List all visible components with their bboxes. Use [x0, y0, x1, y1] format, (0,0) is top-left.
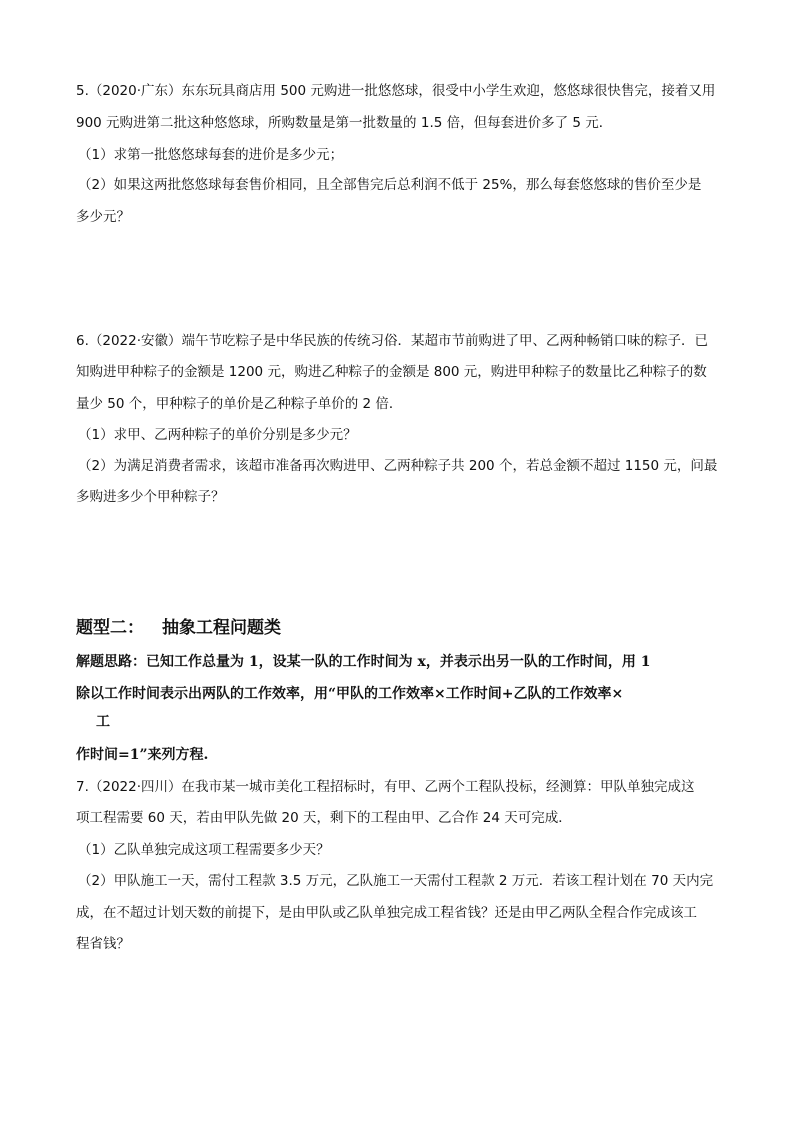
question-7-line-1: 7.（2022·四川）在我市某一城市美化工程招标时，有甲、乙两个工程队投标，经测算：甲队单独完成这 [76, 779, 695, 795]
question-5-part-2-line-1: （2）如果这两批悠悠球每套售价相同，且全部售完后总利润不低于 25%，那么每套悠悠球的售价至少是 [78, 177, 702, 193]
section-label: 题型二： [76, 618, 144, 638]
question-7-line-2: 项工程需要 60 天，若由甲队先做 20 天，剩下的工程由甲、乙合作 24 天可完成． [76, 810, 572, 826]
question-5-part-1: （1）求第一批悠悠球每套的进价是多少元； [78, 147, 344, 163]
question-5-line-2: 900 元购进第二批这种悠悠球，所购数量是第一批数量的 1.5 倍，但每套进价多了 5 元． [76, 115, 613, 131]
question-7-part-2-line-2: 成，在不超过计划天数的前提下，是由甲队或乙队单独完成工程省钱？还是由甲乙两队全程合作完成该工 [76, 905, 697, 921]
tip-line-2: 除以工作时间表示出两队的工作效率，用“甲队的工作效率×工作时间+乙队的工作效率× [76, 686, 624, 702]
question-7-part-2-line-1: （2）甲队施工一天，需付工程款 3.5 万元，乙队施工一天需付工程款 2 万元．若该工程计划在 70 天内完 [78, 873, 714, 889]
tip-line-1: 解题思路：已知工作总量为 1，设某一队的工作时间为 x，并表示出另一队的工作时间，用 1 [76, 654, 651, 670]
question-6-part-2-line-2: 多购进多少个甲种粽子？ [76, 489, 225, 505]
question-5-part-2-line-2: 多少元？ [76, 209, 130, 225]
section-heading [76, 616, 281, 640]
question-6-line-1: 6.（2022·安徽）端午节吃粽子是中华民族的传统习俗．某超市节前购进了甲、乙两种畅销口味的粽子．已 [76, 333, 709, 349]
question-6-line-3: 量少 50 个，甲种粽子的单价是乙种粽子单价的 2 倍． [76, 396, 403, 412]
question-7-part-2-line-3: 程省钱？ [76, 936, 130, 952]
question-6-part-2-line-1: （2）为满足消费者需求，该超市准备再次购进甲、乙两种粽子共 200 个，若总金额不超过 1150 元，问最 [78, 458, 718, 474]
tip-line-4: 作时间=1”来列方程. [76, 747, 209, 763]
question-6-part-1: （1）求甲、乙两种粽子的单价分别是多少元？ [78, 427, 357, 443]
section-title: 抽象工程问题类 [162, 618, 281, 638]
tip-line-3: 工 [96, 714, 110, 730]
question-6-line-2: 知购进甲种粽子的金额是 1200 元，购进乙种粽子的金额是 800 元，购进甲种粽子的数量比乙种粽子的数 [76, 364, 707, 380]
question-7-part-1: （1）乙队单独完成这项工程需要多少天？ [78, 842, 330, 858]
question-5-line-1: 5.（2020·广东）东东玩具商店用 500 元购进一批悠悠球，很受中小学生欢迎，悠悠球很快售完，接着又用 [76, 83, 716, 99]
